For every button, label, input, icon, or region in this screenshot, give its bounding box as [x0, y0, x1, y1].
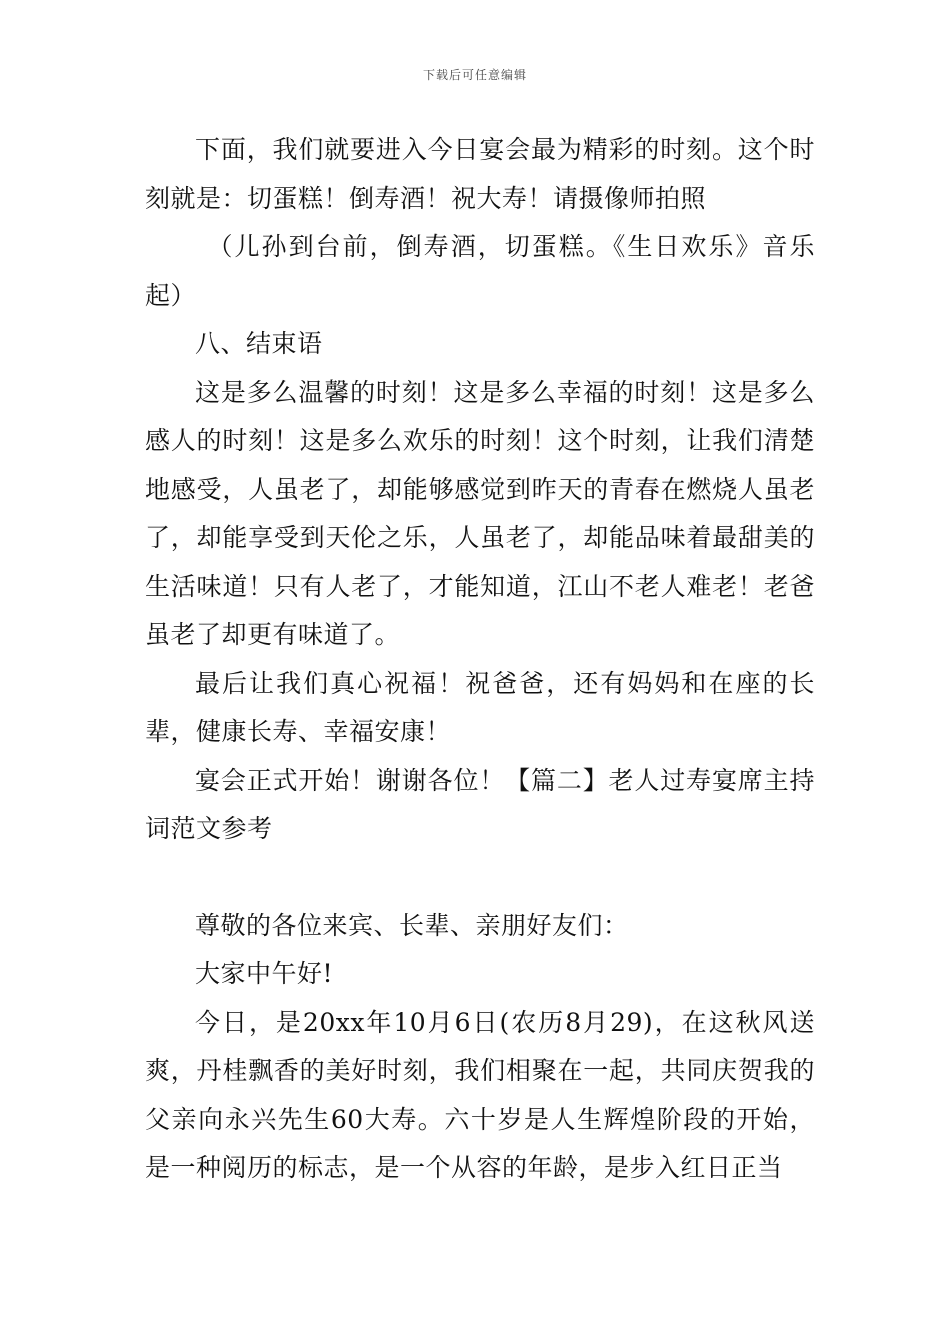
paragraph-blessing: 最后让我们真心祝福！祝爸爸，还有妈妈和在座的长辈，健康长寿、幸福安康！	[145, 668, 815, 746]
paragraph-greeting: 大家中午好!	[195, 959, 334, 988]
paragraph-closing-remarks: 这是多么温馨的时刻！这是多么幸福的时刻！这是多么感人的时刻！这是多么欢乐的时刻！这个时刻，让我们清楚地感受，人虽老了，却能够感觉到昨天的青春在燃烧人虽老了，却能享受到天伦之乐，人虽老了，却能品味着最甜美的生活味道！只有人老了，才能知道，江山不老人难老！老爸虽老了却更有味道了。	[145, 377, 815, 649]
paragraph-salutation: 尊敬的各位来宾、长辈、亲朋好友们：	[195, 910, 629, 940]
paragraph-stage-direction: （儿孙到台前，倒寿酒，切蛋糕。《生日欢乐》音乐起）	[145, 232, 815, 310]
paragraph-introduction: 今日，是20xx年10月6日(农历8月29)，在这秋风送爽，丹桂飘香的美好时刻，我们相聚在一起，共同庆贺我的父亲向永兴先生60大寿。六十岁是人生辉煌阶段的开始，是一种阅历的标志，是一个从容的年龄，是步入红日正当	[145, 1007, 815, 1182]
document-body	[145, 126, 815, 1193]
page-header: 下载后可任意编辑	[422, 68, 527, 82]
paragraph-cake-moment: 下面，我们就要进入今日宴会最为精彩的时刻。这个时刻就是：切蛋糕！倒寿酒！祝大寿！请摄像师拍照	[145, 135, 815, 213]
paragraph-banquet-start: 宴会正式开始！谢谢各位！【篇二】老人过寿宴席主持词范文参考	[145, 765, 815, 843]
section-heading-closing: 八、结束语	[195, 329, 323, 358]
